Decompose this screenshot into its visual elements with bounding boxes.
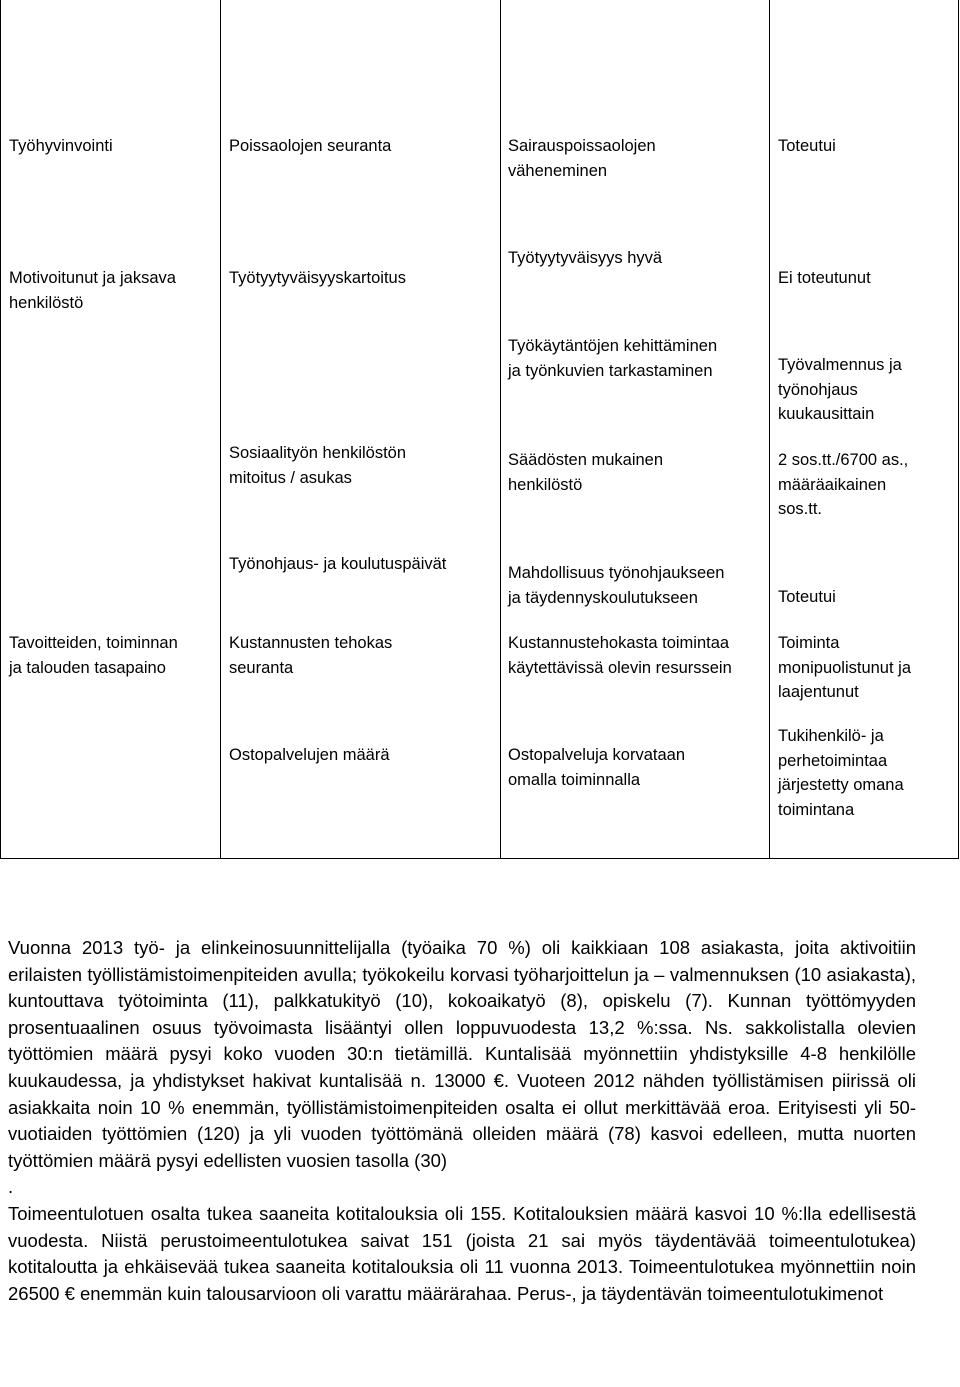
target-line: Työkäytäntöjen kehittäminen <box>508 337 718 355</box>
body-text <box>8 935 916 1307</box>
table-cell-result: Toteutui <box>778 137 836 155</box>
table-border-bottom <box>0 858 959 859</box>
measure-line: Sosiaalityön henkilöstön <box>229 444 407 462</box>
result-line: määräaikainen <box>778 475 887 494</box>
table-cell-target <box>508 448 663 497</box>
result-line: laajentunut <box>778 683 859 701</box>
result-line: Työvalmennus ja <box>778 356 902 374</box>
table-cell-target <box>508 631 732 680</box>
paragraph-employment: Vuonna 2013 työ- ja elinkeinosuunnittelijalla (työaika 70 %) oli kaikkiaan 108 asiakasta, joita aktivoitiin erilaisten työllistämistoimenpiteiden avulla; työkokeilu korvasi työharjoittelun ja – valmennuksen (10 asiakasta), kuntouttava työtoiminta (11), palkkatukityö (10), kokoaikatyö (8), opiskelu (7). Kunnan työttömyyden prosentuaalinen osuus työvoimasta lisääntyi ollen loppuvuodesta 13,2 %:ssa. Ns. sakkolistalla olevien työttömien määrä pysyi koko vuoden 30:n tietämillä. Kuntalisää myönnettiin yhdistyksille 4-8 henkilölle kuukaudessa, ja yhdistykset hakivat kuntalisää n. 13000 €. Vuoteen 2012 nähden työllistämisen piirissä oli asiakkaita noin 10 % enemmän, työllistämistoimenpiteiden osalta ei ollut merkittävää eroa. Erityisesti yli 50-vuotiaiden työttömien (120) ja yli vuoden työttömänä olleiden määrä (78) kasvoi edelleen, mutta nuorten työttömien määrä pysyi edellisten vuosien tasolla (30) <box>8 937 916 1171</box>
target-line: käytettävissä olevin resurssein <box>508 658 732 677</box>
table-cell-result: Ei toteutunut <box>778 269 871 287</box>
table-column-divider <box>500 0 501 859</box>
result-line: sos.tt. <box>778 500 823 518</box>
table-border-right <box>958 0 959 859</box>
table-cell-result <box>778 631 911 705</box>
target-line: Ostopalveluja korvataan <box>508 746 686 764</box>
measure-line: seuranta <box>229 658 294 677</box>
target-line: omalla toiminnalla <box>508 770 641 789</box>
table-cell-result: Toteutui <box>778 588 836 606</box>
table-border-left <box>0 0 1 859</box>
goal-line: Motivoitunut ja jaksava <box>9 269 176 287</box>
target-line: ja työnkuvien tarkastaminen <box>508 361 713 380</box>
table-cell-target: Työtyytyväisyys hyvä <box>508 249 663 267</box>
target-line: väheneminen <box>508 161 608 180</box>
target-line: Mahdollisuus työnohjaukseen <box>508 564 725 582</box>
measure-line: Kustannusten tehokas <box>229 634 393 652</box>
target-line: Kustannustehokasta toimintaa <box>508 634 730 652</box>
target-line: ja täydennyskoulutukseen <box>508 588 698 607</box>
goal-line: ja talouden tasapaino <box>9 658 166 677</box>
result-line: järjestetty omana <box>778 776 904 794</box>
goal-line: Tavoitteiden, toiminnan <box>9 634 178 652</box>
table-cell-measure <box>229 441 406 490</box>
result-line: toimintana <box>778 800 855 819</box>
table-column-divider <box>220 0 221 859</box>
table-cell-target <box>508 743 685 792</box>
table-cell-measure <box>229 631 392 680</box>
table-cell-goal <box>9 631 178 680</box>
table-cell-measure: Poissaolojen seuranta <box>229 137 392 155</box>
target-line: henkilöstö <box>508 475 583 494</box>
target-line: Säädösten mukainen <box>508 451 664 469</box>
table-cell-target <box>508 561 724 610</box>
target-line: Sairauspoissaolojen <box>508 137 656 155</box>
table-cell-target <box>508 134 656 183</box>
table-cell-measure: Työtyytyväisyyskartoitus <box>229 269 406 287</box>
table-cell-goal <box>9 266 176 315</box>
table-cell-target <box>508 334 717 383</box>
table-cell-result <box>778 724 904 822</box>
result-line: Toiminta <box>778 634 840 652</box>
result-line: 2 sos.tt./6700 as., <box>778 451 909 469</box>
table-cell-measure: Työnohjaus- ja koulutuspäivät <box>229 555 447 573</box>
result-line: työnohjaus <box>778 380 858 399</box>
table-cell-goal: Työhyvinvointi <box>9 137 113 155</box>
table-cell-result <box>778 353 902 427</box>
table-column-divider <box>769 0 770 859</box>
goal-line: henkilöstö <box>9 293 84 312</box>
paragraph-separator: . <box>8 1176 14 1198</box>
table-cell-result <box>778 448 908 522</box>
table-cell-measure: Ostopalvelujen määrä <box>229 746 390 764</box>
measure-line: mitoitus / asukas <box>229 468 352 487</box>
result-line: Tukihenkilö- ja <box>778 727 884 745</box>
result-line: monipuolistunut ja <box>778 658 911 677</box>
result-line: kuukausittain <box>778 405 875 423</box>
result-line: perhetoimintaa <box>778 751 888 770</box>
paragraph-income-support: Toimeentulotuen osalta tukea saaneita kotitalouksia oli 155. Kotitalouksien määrä kasvoi 10 %:lla edellisestä vuodesta. Niistä perustoimeentulotukea saivat 151 (joista 21 sai myös täydentävää toimeentulotukea) kotitaloutta ja ehkäisevää tukea saaneita kotitalouksia oli 11 vuonna 2013. Toimeentulotukea myönnettiin noin 26500 € enemmän kuin talousarvioon oli varattu määrärahaa. Perus-, ja täydentävän toimeentulotukimenot <box>8 1202 916 1304</box>
